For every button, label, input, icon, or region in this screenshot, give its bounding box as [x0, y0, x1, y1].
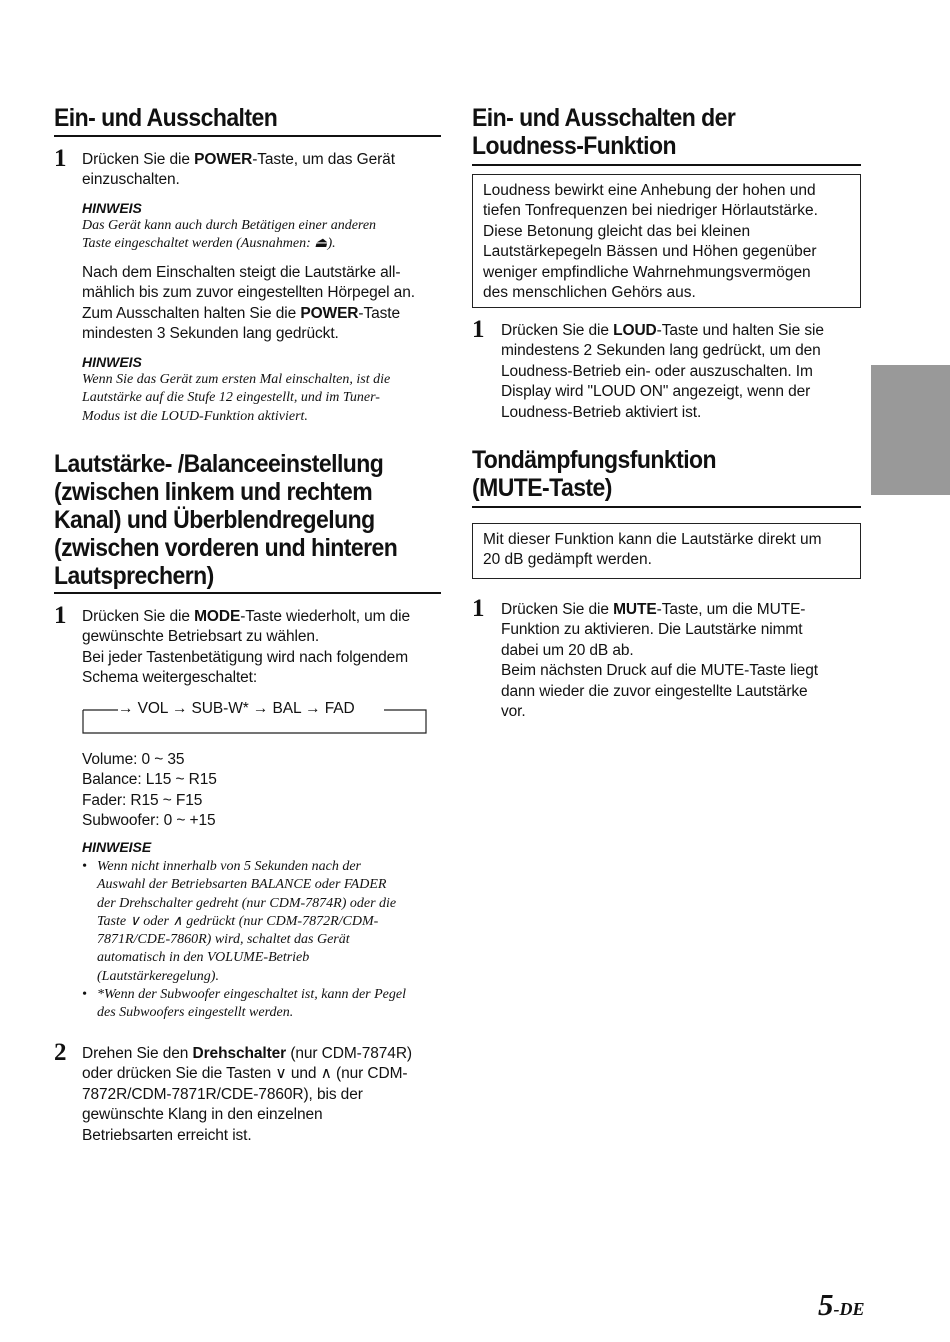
step-text: Drücken Sie die MUTE-Taste, um die MUTE- Funktion zu aktivieren. Die Lautstärke nimmt dabei um 20 dB ab. Beim nächsten Druck auf die MUTE-Taste liegt dann wieder die zuvor eingestellte Lautstärke vor. — [501, 601, 818, 721]
mode-sequence: → VOL → SUB-W* → BAL → FAD — [118, 700, 355, 717]
step-text: Drehen Sie den Drehschalter (nur CDM-7874R) oder drücken Sie die Tasten ∨ und ∧ (nur CDM- 7872R/CDM-7871R/CDE-7860R), bis der gewünschte Klang in den einzelnen Betriebsarten erreicht ist. — [82, 1045, 412, 1144]
section-title-power: Ein- und Ausschalten — [54, 104, 278, 132]
step-number: 1 — [54, 602, 67, 629]
section-title-mute: Tondämpfungsfunktion (MUTE-Taste) — [472, 446, 717, 502]
step-text: Drücken Sie die LOUD-Taste und halten Sie sie mindestens 2 Sekunden lang gedrückt, um den Loudness-Betrieb ein- oder auszuschalten. Im Display wird "LOUD ON" angezeigt, wenn der Loudness-Betrieb aktiviert ist. — [501, 322, 824, 421]
section-title-balance: Lautstärke- /Balanceeinstellung (zwischen linkem und rechtem Kanal) und Überblendregelung (zwischen vorderen und hinteren Lautsprechern) — [54, 450, 398, 590]
loudness-info-box: Loudness bewirkt eine Anhebung der hohen und tiefen Tonfrequenzen bei niedriger Hörlautstärke. Diese Betonung gleicht das bei kleinen Lautstärkepegeln Bässen und Höhen gegenüber weniger empfindliche Wahrnehmungsvermögen des menschlichen Gehörs aus. — [472, 174, 861, 308]
section-rule — [472, 164, 861, 166]
step-number: 1 — [472, 316, 485, 343]
mute-info-box: Mit dieser Funktion kann die Lautstärke direkt um 20 dB gedämpft werden. — [472, 523, 861, 579]
notes-label: HINWEISE — [82, 839, 152, 855]
section-title-loudness: Ein- und Ausschalten der Loudness-Funktion — [472, 104, 736, 160]
step-number: 1 — [472, 595, 485, 622]
step-text: Drücken Sie die POWER-Taste, um das Gerät einzuschalten. — [82, 151, 395, 189]
step-text: Drücken Sie die MODE-Taste wiederholt, um die gewünschte Betriebsart zu wählen. Bei jeder Tastenbetätigung wird nach folgendem Schema weitergeschaltet: — [82, 608, 411, 687]
range-list — [82, 750, 382, 832]
note-text: Wenn Sie das Gerät zum ersten Mal einschalten, ist die Lautstärke auf die Stufe 12 eingestellt, und im Tuner- Modus ist die LOUD-Funktion aktiviert. — [82, 372, 391, 424]
note-label: HINWEIS — [82, 200, 142, 216]
loud-key-label: LOUD — [613, 322, 657, 339]
mode-key-label: MODE — [194, 608, 241, 625]
power-key-label: POWER — [194, 151, 253, 168]
note-text: Das Gerät kann auch durch Betätigen einer anderen Taste eingeschaltet werden (Ausnahmen: ⏏). — [82, 218, 377, 252]
range-subwoofer: Subwoofer: 0 ~ +15 — [82, 812, 216, 830]
step-number: 2 — [54, 1039, 67, 1066]
language-side-tab — [871, 365, 950, 495]
note-label: HINWEIS — [82, 354, 142, 370]
section-rule — [54, 135, 441, 137]
rotary-knob-label: Drehschalter — [192, 1045, 287, 1062]
paragraph: Nach dem Einschalten steigt die Lautstärke all- mählich bis zum zuvor eingestellten Hörpegel an. Zum Ausschalten halten Sie die POWER-Taste mindesten 3 Sekunden lang gedrückt. — [82, 264, 415, 343]
section-rule — [54, 592, 441, 594]
mute-key-label: MUTE — [613, 601, 657, 618]
range-fader: Fader: R15 ~ F15 — [82, 791, 203, 809]
note-bullet: • Wenn nicht innerhalb von 5 Sekunden nach der Auswahl der Betriebsarten BALANCE oder FADER der Drehschalter gedreht (nur CDM-7874R) oder die Taste ∨ oder ∧ gedrückt (nur CDM-7872R/CDM- 7871R/CDE-7860R) wird, schaltet das Gerät automatisch in den VOLUME-Betrieb (Lautstärkeregelung). — [82, 859, 397, 984]
range-volume: Volume: 0 ~ 35 — [82, 751, 185, 768]
section-rule — [472, 506, 861, 508]
range-balance: Balance: L15 ~ R15 — [82, 771, 217, 789]
note-bullet: • *Wenn der Subwoofer eingeschaltet ist, kann der Pegel des Subwoofers eingestellt werden. — [82, 987, 406, 1021]
step-number: 1 — [54, 145, 67, 172]
notes-list — [82, 858, 444, 1023]
page-number: 5-DE — [818, 1287, 865, 1322]
